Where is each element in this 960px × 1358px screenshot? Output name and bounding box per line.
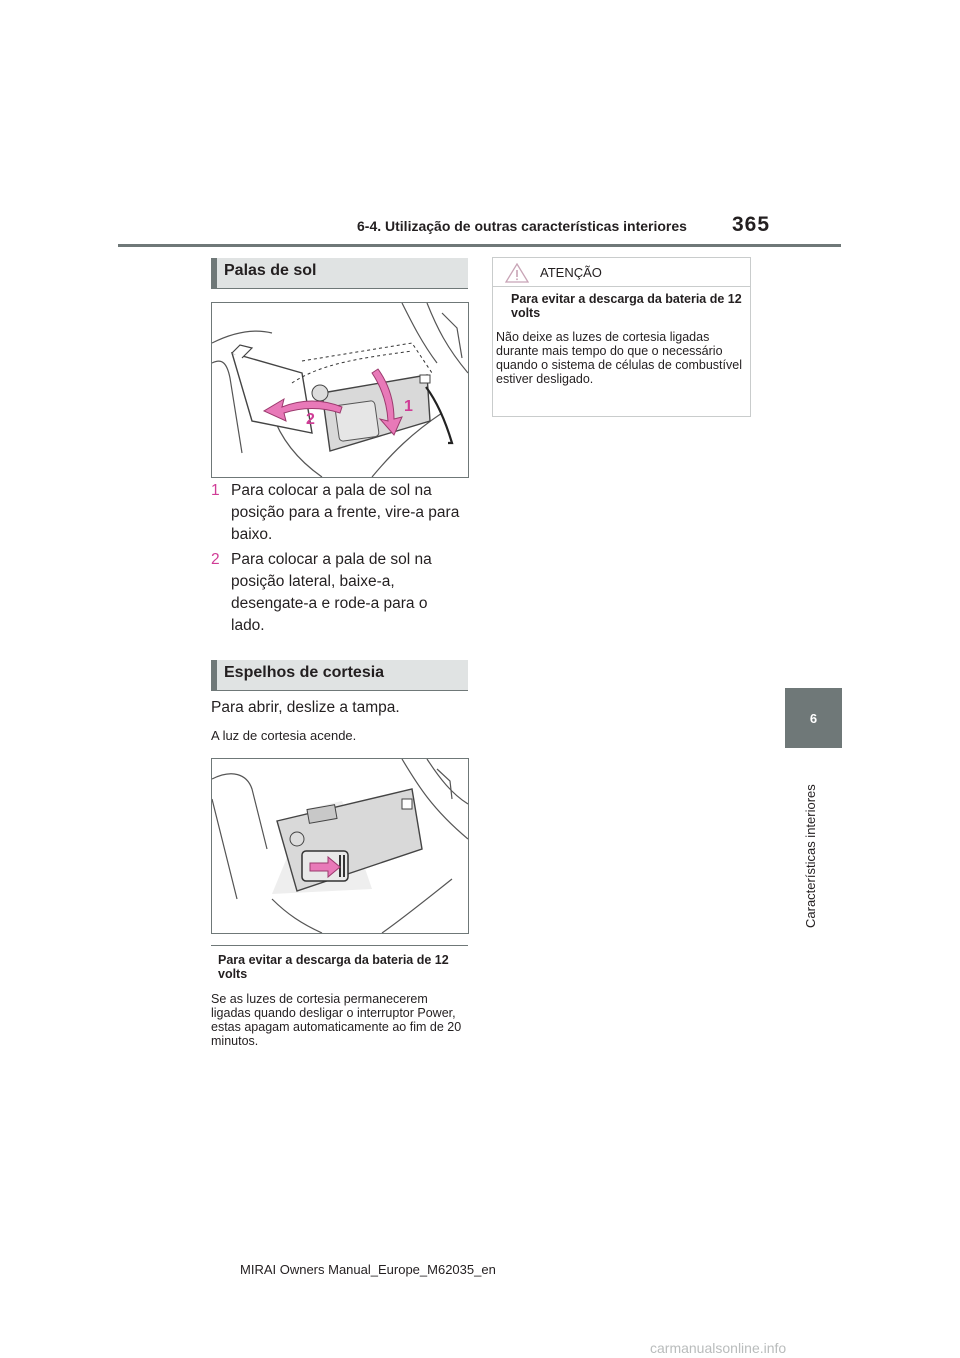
chapter-side-label [796,760,826,930]
step-number: 2 [211,551,220,568]
heading-bar [211,660,217,690]
chapter-tab[interactable] [785,688,842,748]
step-text: Para colocar a pala de sol na posição para a frente, vire-a para baixo. [231,482,460,543]
warning-header [493,258,750,287]
warning-triangle-icon [505,263,529,283]
section-title: 6-4. Utilização de outras características interiores [357,218,687,234]
info-body: Se as luzes de cortesia permanecerem ligadas quando desligar o interruptor Power, estas apagam automaticamente ao fim de 20 minutos. [211,992,462,1048]
mirror-illustration [212,759,468,933]
manual-footer: MIRAI Owners Manual_Europe_M62035_en [240,1262,496,1277]
info-rule [211,945,468,946]
sunvisor-step-1 [211,480,471,546]
chapter-label: Características interiores [803,784,818,928]
warning-body: Não deixe as luzes de cortesia ligadas durante mais tempo do que o necessário quando o sistema de células de combustível estiver desligado. [496,330,742,386]
mirror-note: A luz de cortesia acende. [211,728,357,743]
callout-2: 2 [306,411,315,428]
callout-1: 1 [404,398,413,415]
sunvisor-heading-text: Palas de sol [224,262,317,279]
warning-box [492,257,751,417]
mirror-figure [211,758,469,934]
page-number: 365 [732,213,771,236]
heading-bar [211,258,217,288]
header-rule [118,244,841,247]
sunvisor-heading [211,258,468,289]
watermark[interactable]: carmanualsonline.info [650,1340,787,1356]
chapter-number: 6 [809,710,818,726]
mirror-heading-text: Espelhos de cortesia [224,664,385,681]
sunvisor-figure [211,302,469,478]
sunvisor-step-2 [211,549,471,637]
warning-subtitle: Para evitar a descarga da bateria de 12 volts [511,292,742,320]
warning-label: ATENÇÃO [540,265,602,280]
mirror-heading [211,660,468,691]
info-title: Para evitar a descarga da bateria de 12 volts [218,953,449,981]
mirror-instruction: Para abrir, deslize a tampa. [211,699,400,716]
sunvisor-illustration [212,303,468,477]
step-number: 1 [211,482,220,499]
step-text: Para colocar a pala de sol na posição lateral, baixe-a, desengate-a e rode-a para o lado. [231,551,432,634]
